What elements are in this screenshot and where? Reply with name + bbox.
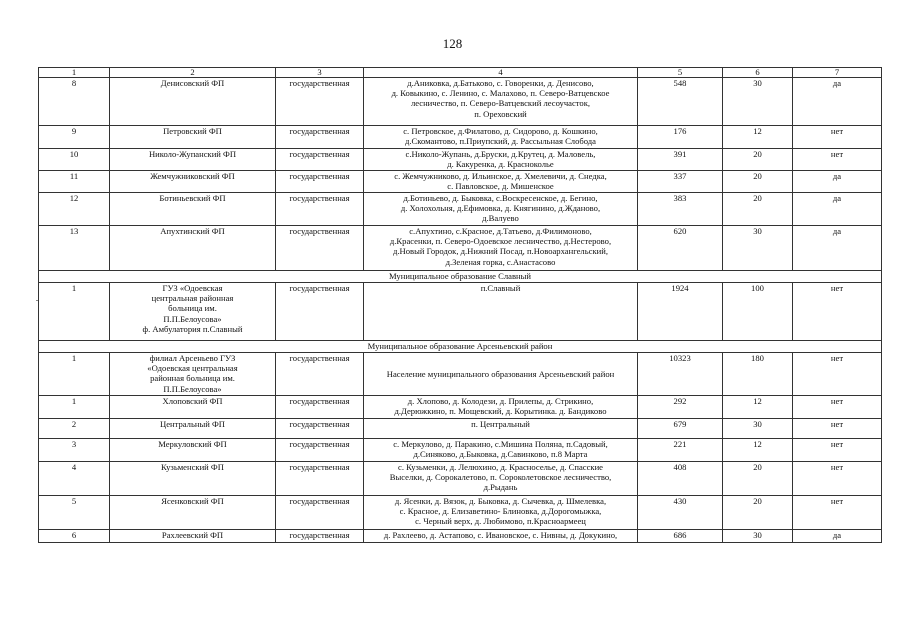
table-row xyxy=(39,496,882,530)
header-cell-2: 2 xyxy=(110,68,276,78)
distance-value: 20 xyxy=(723,149,793,171)
population-count: 620 xyxy=(638,226,723,271)
served-settlements: п. Центральный xyxy=(364,419,638,439)
section-title: Муниципальное образование Славный xyxy=(39,271,882,283)
ownership-type: государственная xyxy=(276,353,364,396)
row-number: 9 xyxy=(39,126,110,149)
population-count: 679 xyxy=(638,419,723,439)
row-number: 8 xyxy=(39,78,110,126)
served-settlements: с. Жемчужниково, д. Ильинское, д. Хмелевичи, д. Снедка, с. Павловское, д. Мишенское xyxy=(364,171,638,193)
header-cell-5: 5 xyxy=(638,68,723,78)
ownership-type: государственная xyxy=(276,78,364,126)
distance-value: 20 xyxy=(723,496,793,530)
table-row xyxy=(39,78,882,126)
served-settlements: с.Николо-Жупань, д.Бруски, д.Крутец, д. Маловель, д. Какуренка, д. Краснокольe xyxy=(364,149,638,171)
distance-value: 20 xyxy=(723,462,793,496)
row-number: 11 xyxy=(39,171,110,193)
ownership-type: государственная xyxy=(276,462,364,496)
served-settlements: д.Ботиньево, д. Быковка, с.Воскресенское, д. Бегино, д. Холохольня, д.Ефимовка, д. Княгинино, д.Жданово, д.Валуево xyxy=(364,193,638,226)
population-count: 391 xyxy=(638,149,723,171)
served-settlements: д. Ясенки, д. Вязок, д. Быковка, д. Сычевка, д. Шмелевка, с. Красное, д. Елизаветино- Блиновка, д.Дорогомыжка, с. Черный верх, д. Любимово, п.Красноармеец xyxy=(364,496,638,530)
row-number: 12 xyxy=(39,193,110,226)
population-count: 686 xyxy=(638,530,723,543)
facility-name: Кузьменский ФП xyxy=(110,462,276,496)
row-number: 13 xyxy=(39,226,110,271)
served-settlements: с. Меркулово, д. Паракино, с.Мишина Поляна, п.Садовый, д.Синяково, д.Быковка, д.Савинково, п.8 Марта xyxy=(364,439,638,462)
section-header-row xyxy=(39,341,882,353)
distance-value: 20 xyxy=(723,171,793,193)
ownership-type: государственная xyxy=(276,149,364,171)
population-count: 176 xyxy=(638,126,723,149)
distance-value: 30 xyxy=(723,226,793,271)
facility-name: Центральный ФП xyxy=(110,419,276,439)
facility-name: Ясенковский ФП xyxy=(110,496,276,530)
distance-value: 30 xyxy=(723,78,793,126)
yes-no-flag: да xyxy=(793,171,882,193)
table-row xyxy=(39,396,882,419)
distance-value: 100 xyxy=(723,283,793,341)
table-row xyxy=(39,193,882,226)
facility-name: Ботиньевский ФП xyxy=(110,193,276,226)
yes-no-flag: нет xyxy=(793,496,882,530)
yes-no-flag: нет xyxy=(793,126,882,149)
population-count: 10323 xyxy=(638,353,723,396)
row-number: 2 xyxy=(39,419,110,439)
header-cell-6: 6 xyxy=(723,68,793,78)
yes-no-flag: нет xyxy=(793,462,882,496)
facility-name: Петровский ФП xyxy=(110,126,276,149)
ownership-type: государственная xyxy=(276,396,364,419)
table-row xyxy=(39,283,882,341)
row-number: 5 xyxy=(39,496,110,530)
yes-no-flag: нет xyxy=(793,149,882,171)
served-settlements: д.Аниковка, д.Батьково, с. Говоренки, д. Денисово, д. Ковыкино, с. Ленино, с. Малахово, п. Северо-Ватцевское лесничество, п. Северо-Ватцевский лесоучасток, п. Ореховский xyxy=(364,78,638,126)
served-settlements: Население муниципального образования Арсеньевский район xyxy=(364,353,638,396)
ownership-type: государственная xyxy=(276,283,364,341)
yes-no-flag: нет xyxy=(793,419,882,439)
table-row xyxy=(39,419,882,439)
table-row xyxy=(39,149,882,171)
facility-name: Николо-Жупанский ФП xyxy=(110,149,276,171)
distance-value: 12 xyxy=(723,126,793,149)
served-settlements: п.Славный xyxy=(364,283,638,341)
header-cell-4: 4 xyxy=(364,68,638,78)
distance-value: 180 xyxy=(723,353,793,396)
ownership-type: государственная xyxy=(276,530,364,543)
population-count: 430 xyxy=(638,496,723,530)
served-settlements: с.Апухтино, с.Красное, д.Татьево, д.Филимоново, д.Красенки, п. Северо-Одоевское лесничество, д.Нестерово, д.Новый Городок, д.Нижний Посад, п.Новоархангельский, д.Зеленая горка, с.Анастасово xyxy=(364,226,638,271)
table-row xyxy=(39,439,882,462)
table-row xyxy=(39,462,882,496)
yes-no-flag: да xyxy=(793,193,882,226)
ownership-type: государственная xyxy=(276,226,364,271)
population-count: 383 xyxy=(638,193,723,226)
facility-name: Меркуловский ФП xyxy=(110,439,276,462)
facility-name: Рахлеевский ФП xyxy=(110,530,276,543)
yes-no-flag: да xyxy=(793,530,882,543)
distance-value: 12 xyxy=(723,396,793,419)
table-row xyxy=(39,530,882,543)
population-count: 1924 xyxy=(638,283,723,341)
row-number: 1 xyxy=(39,396,110,419)
row-number: 1 xyxy=(39,283,110,341)
table-row xyxy=(39,353,882,396)
population-count: 337 xyxy=(638,171,723,193)
yes-no-flag: нет xyxy=(793,353,882,396)
yes-no-flag: да xyxy=(793,226,882,271)
served-settlements: с. Петровское, д.Филатово, д. Сидорово, д. Кошкино, д.Скомантово, п.Приупский, д. Рассыльная Слобода xyxy=(364,126,638,149)
yes-no-flag: да xyxy=(793,78,882,126)
row-number: 6 xyxy=(39,530,110,543)
section-title: Муниципальное образование Арсеньевский район xyxy=(39,341,882,353)
header-cell-1: 1 xyxy=(39,68,110,78)
ownership-type: государственная xyxy=(276,171,364,193)
served-settlements: д. Хлопово, д. Колодези, д. Прилепы, д. Стрикино, д.Дерюжкино, п. Мощевский, д. Корытинка. д. Бандиково xyxy=(364,396,638,419)
population-count: 292 xyxy=(638,396,723,419)
header-cell-7: 7 xyxy=(793,68,882,78)
yes-no-flag: нет xyxy=(793,396,882,419)
ownership-type: государственная xyxy=(276,193,364,226)
ownership-type: государственная xyxy=(276,496,364,530)
population-count: 408 xyxy=(638,462,723,496)
facility-name: Апухтинский ФП xyxy=(110,226,276,271)
facility-name: Жемчужниковский ФП xyxy=(110,171,276,193)
row-number: 1 xyxy=(39,353,110,396)
row-number: 3 xyxy=(39,439,110,462)
served-settlements: д. Рахлеево, д. Астапово, с. Ивановское, с. Нивны, д. Докукино, xyxy=(364,530,638,543)
table-header-row xyxy=(39,68,882,78)
table-row xyxy=(39,126,882,149)
yes-no-flag: нет xyxy=(793,439,882,462)
served-settlements: с. Кузьменки, д. Лелюхино, д. Красноселье, д. Спасские Выселки, д. Сорокалетово, п. Сороколетовское лесничество, д.Рыдань xyxy=(364,462,638,496)
yes-no-flag: нет xyxy=(793,283,882,341)
table-row xyxy=(39,226,882,271)
distance-value: 30 xyxy=(723,419,793,439)
distance-value: 20 xyxy=(723,193,793,226)
population-count: 548 xyxy=(638,78,723,126)
row-number: 10 xyxy=(39,149,110,171)
ownership-type: государственная xyxy=(276,126,364,149)
facility-name: ГУЗ «Одоевская центральная районная больница им. П.П.Белоусова» ф. Амбулатория п.Славный xyxy=(110,283,276,341)
facilities-table xyxy=(38,67,882,543)
page-number: 128 xyxy=(442,36,463,51)
header-cell-3: 3 xyxy=(276,68,364,78)
distance-value: 30 xyxy=(723,530,793,543)
population-count: 221 xyxy=(638,439,723,462)
distance-value: 12 xyxy=(723,439,793,462)
section-header-row xyxy=(39,271,882,283)
ownership-type: государственная xyxy=(276,419,364,439)
facility-name: Хлоповский ФП xyxy=(110,396,276,419)
row-number: 4 xyxy=(39,462,110,496)
facility-name: филиал Арсеньево ГУЗ «Одоевская центральная районная больница им. П.П.Белоусова» xyxy=(110,353,276,396)
table-row xyxy=(39,171,882,193)
ownership-type: государственная xyxy=(276,439,364,462)
facility-name: Денисовский ФП xyxy=(110,78,276,126)
